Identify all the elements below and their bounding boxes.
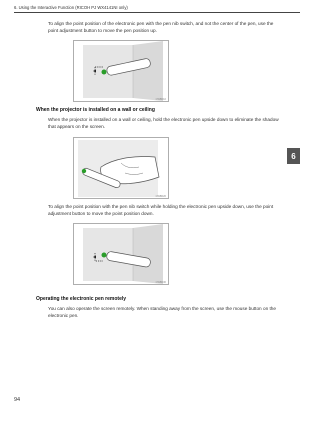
chapter-tab <box>287 148 300 164</box>
pen-align-down-illustration <box>73 223 169 285</box>
figure-pen-align-down <box>73 223 169 285</box>
header-divider <box>14 12 300 13</box>
figure-pen-upside-down <box>73 137 169 199</box>
section3-body: You can also operate the screen remotely. When standing away from the screen, use the mouse button on the electronic pen. <box>48 306 277 318</box>
figure-id: CWB020 <box>155 195 166 198</box>
section1-body: To align the point position of the electronic pen with the pen nib switch, and not the center of the pen, use the point adjustment button to move the pen position up. <box>48 21 274 33</box>
section2-heading: When the projector is installed on a wall or ceiling <box>36 107 155 113</box>
running-header: 6. Using the Interactive Function (RICOH PJ WX4141NI only) <box>14 5 128 10</box>
figure-id: CWB030 <box>155 281 166 284</box>
figure-id: CWB010 <box>155 98 166 101</box>
section2-body2: To align the point position with the pen nib switch while holding the electronic pen upside down, use the point adjustment button to move the point position down. <box>48 204 274 216</box>
section2-body: When the projector is installed on a wall or ceiling, hold the electronic pen upside down to eliminate the shadow that appears on the screen. <box>48 117 279 129</box>
hand-holding-pen-illustration <box>73 137 169 199</box>
pen-align-up-illustration <box>73 40 169 102</box>
section3-heading: Operating the electronic pen remotely <box>36 296 127 302</box>
chapter-tab-number: 6 <box>291 151 296 161</box>
page-number: 94 <box>14 397 21 403</box>
figure-pen-align-up <box>73 40 169 102</box>
